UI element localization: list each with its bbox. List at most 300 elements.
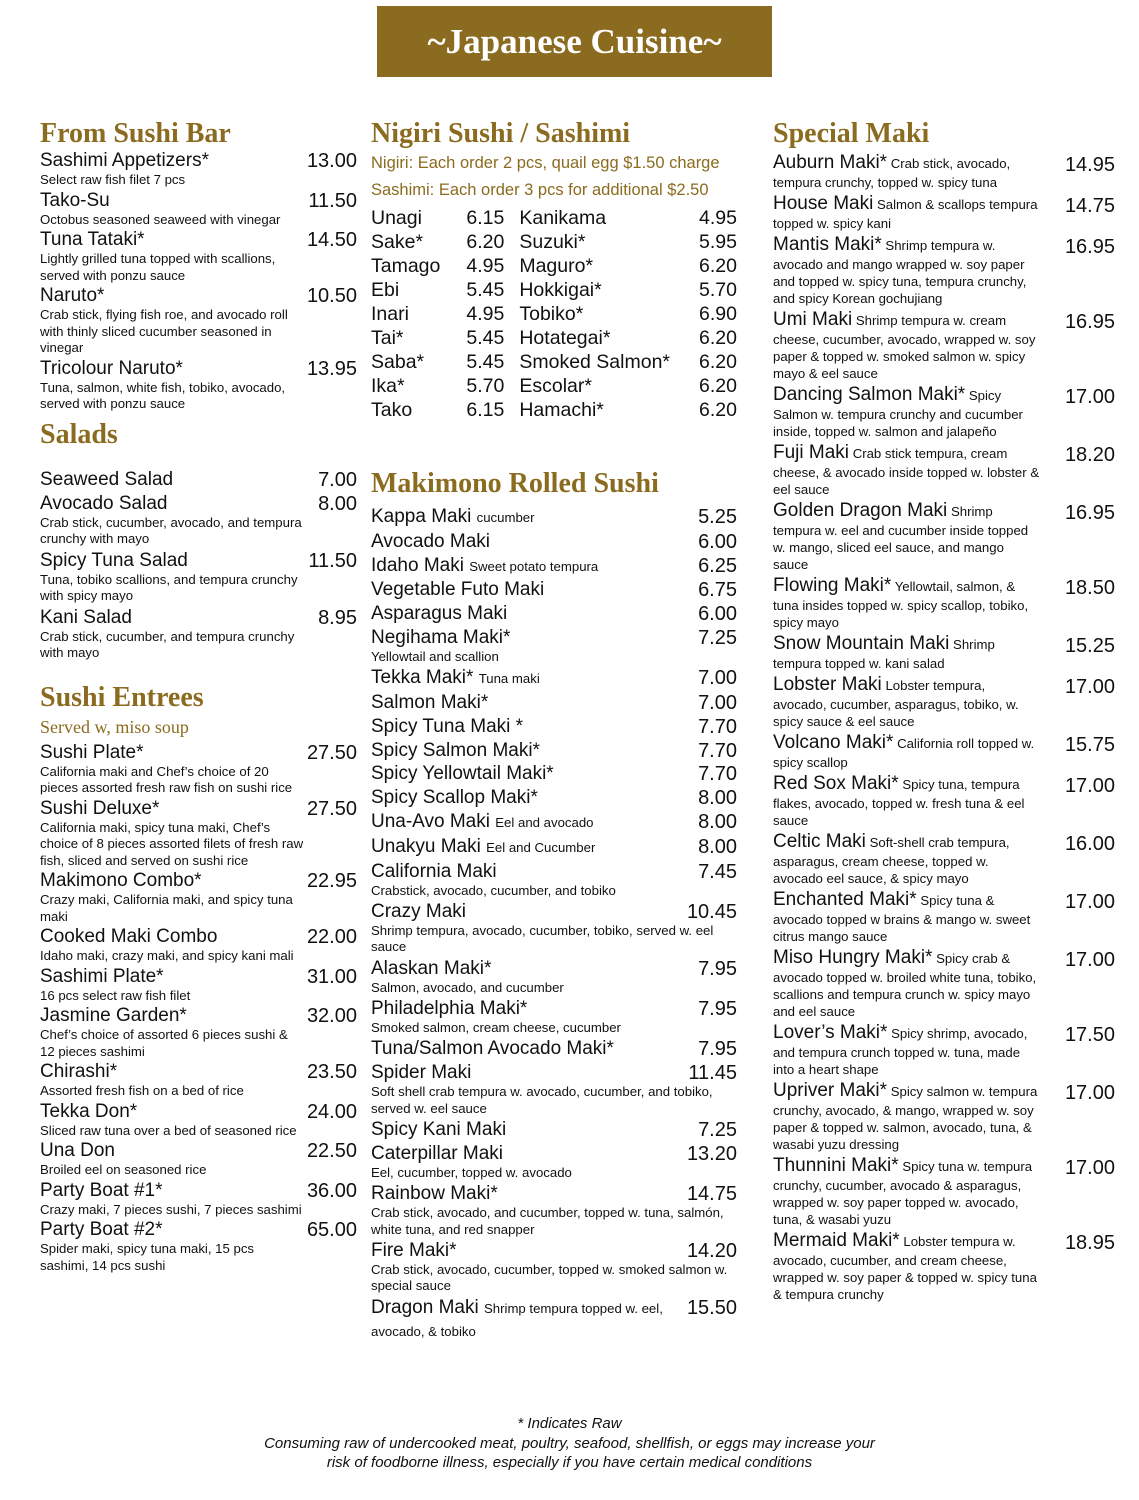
menu-item: [40, 1061, 357, 1100]
maki-item: [371, 836, 737, 859]
item-name: Tekka Don*: [40, 1100, 138, 1122]
maki-name: Tuna/Salmon Avocado Maki*: [371, 1038, 614, 1060]
nigiri-row: [519, 398, 737, 422]
maki-item: [371, 555, 737, 578]
item-price: 8.95: [318, 606, 357, 629]
special-text: [773, 889, 1041, 945]
footer-disclaimer: [0, 1414, 1139, 1473]
item-name: Spicy Tuna Salad: [40, 549, 188, 571]
maki-name-line: [371, 836, 737, 859]
maki-item: [371, 1183, 737, 1238]
maki-name: Avocado Maki: [371, 530, 490, 552]
maki-name-line: [371, 579, 737, 601]
sushi-bar-heading: From Sushi Bar: [40, 118, 231, 149]
menu-item: [40, 493, 357, 548]
special-name: Mantis Maki*: [773, 234, 882, 255]
maki-price: 7.70: [698, 763, 737, 786]
maki-name: Fire Maki*: [371, 1239, 457, 1261]
entrees-subheading: Served w, miso soup: [40, 716, 189, 737]
item-price: 31.00: [306, 965, 357, 988]
menu-item: [40, 1005, 357, 1060]
special-name: Fuji Maki: [773, 442, 850, 463]
menu-item: [40, 1219, 357, 1274]
special-text: [773, 674, 1041, 730]
special-name: Upriver Maki*: [773, 1080, 888, 1101]
nigiri-name: Ebi: [371, 279, 400, 301]
special-text: [773, 575, 1041, 631]
special-description: Crab stick, avocado, tempura crunchy, topped w. spicy tuna: [773, 156, 1011, 190]
menu-title-banner: [377, 6, 772, 77]
nigiri-price: 6.15: [466, 207, 505, 229]
nigiri-price: 6.20: [699, 327, 737, 349]
item-price: 22.95: [306, 870, 357, 892]
special-description: Soft-shell crab tempura, asparagus, cream cheese, topped w. avocado eel sauce, & spicy mayo: [773, 835, 1010, 886]
maki-price: 6.00: [698, 530, 737, 553]
maki-item: [371, 740, 737, 762]
maki-price: 10.45: [686, 900, 737, 923]
maki-description: Soft shell crab tempura w. avocado, cucumber, and tobiko, served w. eel sauce: [371, 1084, 713, 1116]
special-text: [773, 773, 1041, 829]
salads-heading: Salads: [40, 418, 118, 450]
entrees-heading: Sushi Entrees: [40, 681, 204, 713]
maki-price: 7.95: [698, 998, 737, 1021]
nigiri-price: 5.95: [699, 231, 737, 253]
maki-description: Salmon, avocado, and cucumber: [371, 979, 564, 995]
maki-name: Spicy Scallop Maki*: [371, 787, 538, 809]
maki-price: 8.00: [698, 787, 737, 810]
item-name: Sushi Deluxe*: [40, 797, 160, 819]
special-price: 15.75: [1064, 734, 1115, 756]
special-name: Celtic Maki: [773, 831, 866, 852]
maki-name: Vegetable Futo Maki: [371, 579, 545, 601]
maki-description: Eel, cucumber, topped w. avocado: [371, 1164, 572, 1180]
maki-name: California Maki: [371, 860, 497, 882]
special-text: [773, 193, 1041, 232]
maki-name-line: [371, 998, 737, 1020]
nigiri-name: Tai*: [371, 327, 404, 349]
item-price: 14.50: [306, 229, 357, 251]
item-description: Broiled eel on seasoned rice: [40, 1162, 207, 1177]
item-price: 27.50: [306, 797, 357, 820]
maki-name: Kappa Maki: [371, 506, 472, 527]
special-price: 15.25: [1064, 635, 1115, 657]
special-name: Golden Dragon Maki: [773, 500, 948, 521]
sashimi-note: Sashimi: Each order 3 pcs for additional $2.50: [371, 181, 709, 199]
maki-name: Tekka Maki*: [371, 667, 474, 689]
nigiri-price: 4.95: [466, 303, 505, 325]
maki-name-line: [371, 811, 737, 834]
nigiri-price: 4.95: [699, 207, 737, 229]
special-item: [773, 1022, 1115, 1078]
special-description: Spicy shrimp, avocado, and tempura crunch topped w. tuna, made into a heart shape: [773, 1026, 1028, 1077]
nigiri-row: [519, 350, 737, 374]
item-price: 7.00: [318, 468, 357, 491]
maki-item: [371, 811, 737, 834]
item-price: 32.00: [306, 1005, 357, 1027]
special-price: 16.95: [1064, 502, 1115, 524]
nigiri-row: [519, 302, 737, 326]
nigiri-name: Unagi: [371, 207, 422, 229]
menu-item: [40, 469, 357, 491]
item-price: 23.50: [306, 1061, 357, 1083]
column-right: [773, 118, 1115, 1303]
special-price: 17.00: [1064, 891, 1115, 913]
item-price: 22.00: [306, 926, 357, 948]
nigiri-row: [519, 374, 737, 398]
special-item: [773, 234, 1115, 307]
special-description: Spicy tuna w. tempura crunchy, cucumber, avocado & asparagus, wrapped w. soy paper topped w. avocado, tuna, & wasabi yuzu: [773, 1159, 1033, 1227]
maki-name-line: [371, 716, 737, 738]
item-description: Idaho maki, crazy maki, and spicy kani mali: [40, 948, 294, 963]
maki-inline-desc: Shrimp tempura topped w. eel, avocado, & tobiko: [371, 1300, 663, 1339]
special-item: [773, 889, 1115, 945]
nigiri-name: Escolar*: [519, 375, 592, 397]
item-name: Seaweed Salad: [40, 468, 174, 490]
item-price: 13.00: [306, 150, 357, 172]
nigiri-row: [371, 278, 504, 302]
item-price: 22.50: [306, 1140, 357, 1162]
item-name: Tako-Su: [40, 189, 110, 211]
nigiri-name: Tobiko*: [519, 303, 584, 325]
maki-name: Una-Avo Maki: [371, 811, 490, 833]
nigiri-name: Kanikama: [519, 207, 607, 229]
nigiri-price: 5.70: [699, 279, 737, 301]
nigiri-price: 6.15: [466, 399, 505, 421]
special-item: [773, 384, 1115, 440]
special-price: 17.00: [1064, 949, 1115, 971]
item-description: Crab stick, cucumber, and tempura crunchy with mayo: [40, 628, 295, 660]
maki-name: Spicy Kani Maki: [371, 1118, 507, 1140]
maki-price: 6.00: [698, 603, 737, 626]
menu-item: [40, 607, 357, 662]
special-item: [773, 633, 1115, 672]
item-description: Crab stick, cucumber, avocado, and tempura crunchy with mayo: [40, 514, 302, 546]
maki-name-line: [371, 763, 737, 785]
nigiri-price: 6.20: [699, 351, 737, 373]
special-description: Spicy crab & avocado topped w. broiled white tuna, tobiko, scallions and tempura crunch w. spicy mayo and eel sauce: [773, 951, 1037, 1019]
maki-name: Philadelphia Maki*: [371, 998, 528, 1020]
nigiri-heading: Nigiri Sushi / Sashimi: [371, 118, 631, 149]
maki-name-line: [371, 667, 737, 690]
maki-name: Unakyu Maki: [371, 835, 481, 857]
item-name: Una Don: [40, 1140, 115, 1161]
maki-inline-desc: Eel and avocado: [495, 815, 594, 831]
special-description: Shrimp tempura w. eel and cucumber inside topped w. mango, sliced eel sauce, and mango sauce: [773, 504, 1029, 572]
menu-item: [40, 742, 357, 797]
special-price: 17.00: [1064, 386, 1115, 408]
maki-item: [371, 506, 737, 529]
nigiri-right-list: [519, 206, 737, 422]
maki-price: 6.75: [698, 579, 737, 602]
menu-item: [40, 1140, 357, 1179]
item-price: 13.95: [306, 357, 357, 380]
special-item: [773, 442, 1115, 498]
maki-name-line: [371, 603, 737, 625]
nigiri-row: [519, 254, 737, 278]
maki-item: [371, 627, 737, 666]
entrees-list: [40, 742, 357, 1275]
special-maki-heading: Special Maki: [773, 118, 930, 149]
maki-item: [371, 1143, 737, 1182]
special-text: [773, 234, 1041, 307]
maki-name-line: [371, 1297, 737, 1343]
maki-name: Spicy Tuna Maki *: [371, 715, 524, 737]
nigiri-row: [371, 254, 504, 278]
maki-name-line: [371, 627, 737, 649]
special-item: [773, 500, 1115, 573]
nigiri-name: Hokkigai*: [519, 279, 602, 301]
item-price: 8.00: [318, 492, 357, 515]
special-text: [773, 1080, 1041, 1153]
special-description: Spicy tuna, tempura flakes, avocado, topped w. fresh tuna & eel sauce: [773, 777, 1025, 828]
nigiri-row: [519, 278, 737, 302]
maki-price: 14.20: [686, 1239, 737, 1262]
nigiri-note: Nigiri: Each order 2 pcs, quail egg $1.50 charge: [371, 154, 720, 172]
special-description: Shrimp tempura w. cream cheese, cucumber, avocado, wrapped w. soy paper & topped w. smoked salmon w. spicy mayo & eel sauce: [773, 313, 1036, 381]
maki-inline-desc: Tuna maki: [478, 671, 540, 687]
maki-price: 7.00: [698, 692, 737, 715]
item-description: Sliced raw tuna over a bed of seasoned rice: [40, 1122, 297, 1138]
item-name: Party Boat #1*: [40, 1179, 163, 1201]
maki-name: Spicy Salmon Maki*: [371, 739, 540, 761]
item-description: Assorted fresh fish on a bed of rice: [40, 1083, 244, 1098]
nigiri-name: Hotategai*: [519, 327, 611, 349]
maki-item: [371, 901, 737, 956]
special-text: [773, 1230, 1041, 1303]
menu-item: [40, 229, 357, 284]
item-price: 11.50: [308, 189, 357, 212]
maki-item: [371, 958, 737, 997]
item-price: 36.00: [306, 1179, 357, 1202]
special-item: [773, 947, 1115, 1020]
special-text: [773, 947, 1041, 1020]
maki-name-line: [371, 531, 737, 553]
item-name: Tricolour Naruto*: [40, 357, 183, 379]
special-item: [773, 831, 1115, 887]
item-name: Chirashi*: [40, 1061, 118, 1082]
nigiri-price: 6.90: [699, 303, 737, 325]
special-text: [773, 633, 1041, 672]
maki-name-line: [371, 1119, 737, 1141]
maki-price: 11.45: [688, 1062, 737, 1085]
nigiri-price: 6.20: [699, 399, 737, 421]
maki-price: 7.25: [698, 626, 737, 649]
menu-title: ~Japanese Cuisine~: [427, 21, 722, 61]
nigiri-price: 6.20: [699, 255, 737, 277]
nigiri-row: [371, 350, 504, 374]
maki-item: [371, 1062, 737, 1117]
special-name: Snow Mountain Maki: [773, 633, 950, 654]
item-description: Crazy maki, California maki, and spicy tuna maki: [40, 892, 293, 924]
item-price: 10.50: [306, 285, 357, 307]
maki-name-line: [371, 506, 737, 529]
special-price: 18.50: [1064, 577, 1115, 599]
special-item: [773, 193, 1115, 232]
nigiri-row: [519, 230, 737, 254]
item-name: Tuna Tataki*: [40, 229, 145, 250]
special-name: Red Sox Maki*: [773, 773, 899, 794]
nigiri-name: Hamachi*: [519, 399, 604, 421]
item-description: Crazy maki, 7 pieces sushi, 7 pieces sashimi: [40, 1201, 302, 1217]
special-name: Lobster Maki: [773, 674, 882, 695]
maki-item: [371, 716, 737, 738]
item-name: Naruto*: [40, 285, 105, 306]
special-price: 16.95: [1064, 236, 1115, 258]
item-name: Sushi Plate*: [40, 741, 144, 763]
maki-price: 15.50: [686, 1296, 737, 1319]
special-name: Enchanted Maki*: [773, 889, 917, 910]
special-price: 14.75: [1064, 195, 1115, 217]
nigiri-row: [371, 206, 504, 230]
maki-name-line: [371, 692, 737, 714]
item-description: Tuna, tobiko scallions, and tempura crunchy with spicy mayo: [40, 571, 298, 603]
menu-item: [40, 550, 357, 605]
maki-item: [371, 1119, 737, 1141]
nigiri-row: [519, 206, 737, 230]
maki-price: 7.00: [698, 667, 737, 690]
nigiri-row: [371, 398, 504, 422]
maki-name-line: [371, 787, 737, 809]
item-description: Chef’s choice of assorted 6 pieces sushi & 12 pieces sashimi: [40, 1027, 288, 1059]
special-description: Salmon & scallops tempura topped w. spicy kani: [773, 197, 1038, 231]
maki-name-line: [371, 1062, 737, 1084]
special-price: 17.00: [1064, 676, 1115, 698]
menu-item: [40, 966, 357, 1005]
special-text: [773, 500, 1041, 573]
maki-description: Smoked salmon, cream cheese, cucumber: [371, 1020, 621, 1036]
nigiri-name: Tamago: [371, 255, 441, 277]
special-text: [773, 152, 1041, 191]
special-item: [773, 773, 1115, 829]
special-name: Flowing Maki*: [773, 575, 892, 596]
special-price: 14.95: [1064, 154, 1115, 176]
item-name: Makimono Combo*: [40, 870, 202, 891]
special-description: Shrimp tempura w. avocado and mango wrapped w. soy paper and topped w. spicy tuna, tempura crunchy, and spicy Korean gochujiang: [773, 238, 1027, 306]
nigiri-name: Inari: [371, 303, 409, 325]
maki-name: Spider Maki: [371, 1062, 472, 1084]
maki-item: [371, 763, 737, 785]
special-text: [773, 1022, 1041, 1078]
maki-price: 5.25: [698, 506, 737, 528]
item-name: Sashimi Appetizers*: [40, 150, 209, 171]
makimono-heading: Makimono Rolled Sushi: [371, 468, 659, 499]
maki-price: 7.25: [698, 1118, 737, 1141]
maki-name: Alaskan Maki*: [371, 957, 492, 979]
special-text: [773, 384, 1041, 440]
special-item: [773, 575, 1115, 631]
special-name: Mermaid Maki*: [773, 1230, 900, 1251]
maki-description: Crab stick, avocado, and cucumber, topped w. tuna, salmón, white tuna, and red snapper: [371, 1205, 724, 1237]
maki-item: [371, 1240, 737, 1295]
maki-description: Crabstick, avocado, cucumber, and tobiko: [371, 882, 616, 898]
menu-item: [40, 1180, 357, 1219]
maki-description: Yellowtail and scallion: [371, 648, 499, 664]
special-price: 17.50: [1064, 1024, 1115, 1046]
item-description: Select raw fish filet 7 pcs: [40, 172, 186, 187]
maki-item: [371, 861, 737, 900]
maki-name: Dragon Maki: [371, 1296, 479, 1318]
nigiri-name: Smoked Salmon*: [519, 351, 671, 373]
special-description: Spicy tuna & avocado topped w brains & mango w. sweet citrus mango sauce: [773, 893, 1031, 944]
special-description: Spicy salmon w. tempura crunchy, avocado, & mango, wrapped w. soy paper & topped w. salmon, avocado, tuna, & wasabi yuzu dressing: [773, 1084, 1038, 1152]
maki-item: [371, 531, 737, 553]
nigiri-price: 6.20: [699, 375, 737, 397]
maki-name-line: [371, 1143, 737, 1165]
menu-item: [40, 926, 357, 965]
special-price: 17.00: [1064, 1157, 1115, 1179]
maki-price: 7.70: [698, 715, 737, 738]
maki-price: 14.75: [686, 1183, 737, 1206]
special-name: Umi Maki: [773, 309, 853, 330]
nigiri-price: 5.45: [466, 279, 505, 301]
raw-indicator-note: * Indicates Raw: [517, 1415, 622, 1432]
maki-name: Salmon Maki*: [371, 692, 489, 714]
special-name: Auburn Maki*: [773, 152, 888, 173]
special-item: [773, 152, 1115, 191]
maki-name: Spicy Yellowtail Maki*: [371, 763, 554, 785]
special-price: 16.95: [1064, 311, 1115, 333]
item-price: 65.00: [306, 1219, 357, 1241]
item-description: California maki, spicy tuna maki, Chef’s choice of 8 pieces assorted filets of fresh raw fish, sliced and served on sushi rice: [40, 819, 304, 868]
nigiri-row: [371, 326, 504, 350]
maki-price: 7.70: [698, 739, 737, 762]
special-description: Yellowtail, salmon, & tuna insides topped w. spicy scallop, tobiko, spicy mayo: [773, 579, 1029, 630]
maki-name-line: [371, 901, 737, 923]
maki-name: Rainbow Maki*: [371, 1183, 498, 1205]
nigiri-name: Sake*: [371, 231, 424, 253]
item-description: Spider maki, spicy tuna maki, 15 pcs sashimi, 14 pcs sushi: [40, 1241, 255, 1273]
special-description: Crab stick tempura, cream cheese, & avocado inside topped w. lobster & eel sauce: [773, 446, 1040, 497]
maki-price: 7.45: [698, 860, 737, 883]
special-text: [773, 442, 1041, 498]
salads-list: [40, 469, 357, 662]
special-price: 18.95: [1064, 1232, 1115, 1254]
item-description: Octobus seasoned seaweed with vinegar: [40, 211, 281, 227]
maki-item: [371, 667, 737, 690]
maki-name-line: [371, 740, 737, 762]
maki-item: [371, 579, 737, 601]
special-maki-list: [773, 152, 1115, 1303]
menu-item: [40, 798, 357, 870]
nigiri-price: 5.45: [466, 351, 505, 373]
maki-item: [371, 1297, 737, 1343]
special-name: House Maki: [773, 193, 874, 214]
maki-name: Caterpillar Maki: [371, 1142, 503, 1164]
maki-name-line: [371, 1038, 737, 1060]
maki-item: [371, 998, 737, 1037]
item-description: Crab stick, flying fish roe, and avocado roll with thinly sliced cucumber seasoned in vinegar: [40, 307, 288, 355]
maki-price: 8.00: [698, 811, 737, 834]
item-price: 24.00: [306, 1100, 357, 1123]
special-text: [773, 732, 1041, 771]
special-name: Miso Hungry Maki*: [773, 947, 933, 968]
maki-description: Crab stick, avocado, cucumber, topped w. smoked salmon w. special sauce: [371, 1261, 728, 1294]
maki-inline-desc: cucumber: [476, 510, 535, 525]
special-name: Lover’s Maki*: [773, 1022, 888, 1043]
menu-item: [40, 150, 357, 189]
nigiri-row: [371, 302, 504, 326]
nigiri-row: [519, 326, 737, 350]
special-name: Volcano Maki*: [773, 732, 894, 753]
maki-price: 8.00: [698, 835, 737, 858]
special-description: Lobster tempura w. avocado, cucumber, and cream cheese, wrapped w. soy paper & topped w. spicy tuna & tempura crunchy: [773, 1234, 1037, 1302]
special-description: Lobster tempura, avocado, cucumber, asparagus, tobiko, w. spicy sauce & eel sauce: [773, 678, 1019, 729]
special-description: Spicy Salmon w. tempura crunchy and cucumber inside, topped w. salmon and jalapeño: [773, 388, 1023, 439]
special-item: [773, 732, 1115, 771]
nigiri-price: 6.20: [466, 231, 505, 253]
maki-name: Asparagus Maki: [371, 603, 508, 625]
special-item: [773, 1230, 1115, 1303]
